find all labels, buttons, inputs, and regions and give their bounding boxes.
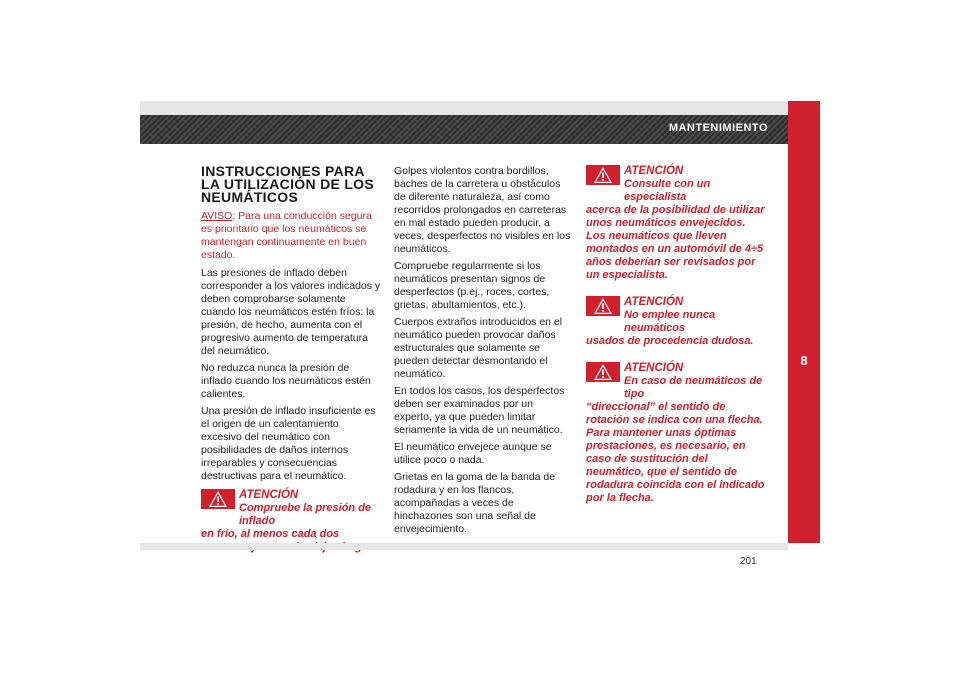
warning-title: ATENCIÓN: [239, 489, 299, 501]
section-title: MANTENIMIENTO: [668, 122, 768, 134]
warning-block: [586, 296, 766, 348]
warning-block: [586, 362, 766, 505]
warning-triangle-icon: [586, 165, 620, 185]
body-paragraph: Golpes violentos contra bordillos, baches de la carretera u obstáculos de diferente naturaleza, así como recorridos prolongados en carreteras en mal estado pueden producir, a veces, desperfectos no visibles en los neumáticos.: [394, 165, 571, 255]
body-paragraph: Compruebe regularmente si los neumáticos presentan signos de desperfectos (p.ej., roces, cortes, grietas, abultamientos, etc.).: [394, 260, 550, 311]
footer-bar: [140, 543, 788, 550]
warning-triangle-icon: [586, 362, 620, 382]
warning-title: ATENCIÓN: [624, 362, 684, 374]
notice-paragraph: [201, 210, 381, 262]
warning-rest: usados de procedencia dudosa.: [586, 335, 754, 347]
body-paragraph: Una presión de inflado insuficiente es el origen de un calentamiento excesivo del neumático con posibilidades de daños internos irreparables y consecuencias destructivas para el neumático.: [201, 405, 376, 482]
warning-rest: acerca de la posibilidad de utilizar unos neumáticos envejecidos. Los neumáticos que lleven montados en un automóvil de 4÷5 años deberían ser revisados por un especialista.: [586, 204, 765, 281]
warning-rest: “direccional” el sentido de rotación se indica con una flecha. Para mantener unas óptimas prestaciones, es necesario, en caso de sustitución del neumático, que el sentido de rodadura coincida con el indicado por la flecha.: [586, 401, 765, 504]
column-3: [586, 165, 766, 505]
chapter-number: 8: [800, 353, 808, 368]
body-paragraph: No reduzca nunca la presión de inflado cuando los neumáticos estén calientes.: [201, 362, 371, 400]
warning-text: [586, 178, 766, 282]
body-paragraph: Cuerpos extraños introducidos en el neumático pueden provocar daños estructurales que solamente se pueden detectar desmontando el neumático.: [394, 316, 563, 380]
warning-rest: en frío, al menos cada dos: [201, 528, 340, 540]
warning-text: [586, 375, 766, 505]
warning-first-line: Consulte con un especialista: [624, 178, 711, 203]
notice-text: : Para una conducción segura es prioritario que los neumáticos se mantengan continuamente en buen estado.: [201, 210, 372, 261]
warning-first-line: No emplee nunca neumáticos: [624, 309, 716, 334]
notice-lead: AVISO: [201, 210, 233, 222]
header-top-strip: [140, 101, 788, 115]
warning-block: [586, 165, 766, 282]
column-1: [201, 165, 381, 554]
body-paragraph: Grietas en la goma de la banda de rodadura y en los flancos, acompañadas a veces de hinchazones son una señal de envejecimiento.: [394, 471, 556, 535]
warning-title: ATENCIÓN: [624, 296, 684, 308]
page-title: INSTRUCCIONES PARA LA UTILIZACIÓN DE LOS NEUMÁTICOS: [201, 163, 374, 205]
body-paragraph: El neumático envejece aunque se utilice poco o nada.: [394, 441, 552, 466]
body-paragraph: Las presiones de inflado deben corresponder a los valores indicados y deben comprobarse solamente cuando los neumáticos estén fríos: la presión, de hecho, aumenta con el progresivo aumento de temperatura del neumático.: [201, 267, 381, 357]
warning-triangle-icon: [201, 489, 235, 509]
section-header-band: [140, 115, 788, 144]
warning-first-line: Compruebe la presión de inflado: [239, 502, 372, 527]
chapter-side-tab: [788, 101, 820, 543]
column-2: [394, 165, 572, 540]
warning-first-line: En caso de neumáticos de tipo: [624, 375, 763, 400]
warning-triangle-icon: [586, 296, 620, 316]
warning-title: ATENCIÓN: [624, 165, 684, 177]
page-number: 201: [740, 556, 757, 567]
body-paragraph: En todos los casos, los desperfectos deben ser examinados por un experto, ya que pueden limitar seriamente la vida de un neumático.: [394, 385, 565, 436]
